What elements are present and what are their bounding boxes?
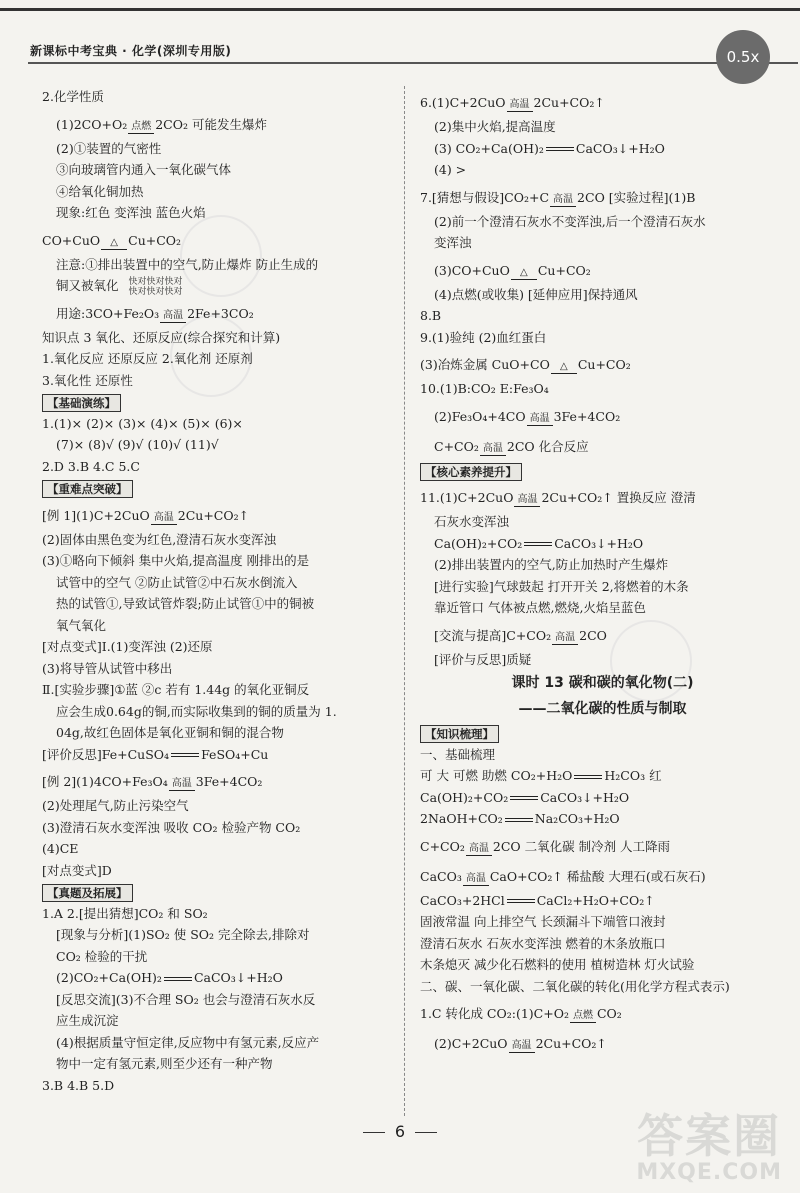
reaction-arrow (169, 790, 195, 792)
right-column (420, 86, 785, 1057)
text-line (420, 327, 785, 349)
text-line (42, 434, 392, 456)
text-run: 3.氧化性 还原性 (42, 372, 133, 388)
text-run: 2Cu+CO₂↑ (533, 95, 605, 110)
text-run: 2.化学性质 (42, 89, 104, 104)
text-run: 注意:①排出装置中的空气,防止爆炸 防止生成的 (56, 256, 319, 272)
reaction-arrow (463, 885, 489, 887)
left-column (42, 86, 392, 1096)
text-run: CaCO₃↓+H₂O (554, 535, 644, 551)
reaction-condition (509, 1041, 535, 1054)
condition-text: 高温 (555, 631, 576, 643)
section-heading (42, 881, 392, 903)
text-line (420, 378, 785, 400)
text-run: 2CO 二氧化碳 制冷剂 人工降雨 (492, 838, 671, 854)
note-line: 快对快对快对 (128, 276, 183, 287)
text-run: (2)固体由黑色变为红色,澄清石灰水变浑浊 (42, 531, 277, 547)
text-line (42, 1053, 392, 1075)
text-run: 2CO₂ 可能发生爆炸 (155, 116, 267, 132)
equals-sign (171, 753, 199, 757)
text-run: 木条熄灭 减少化石燃料的使用 植树造林 灯火试验 (420, 957, 695, 972)
text-line (42, 413, 392, 435)
reaction-condition (550, 195, 576, 208)
text-run: (3)①略向下倾斜 集中火焰,提高温度 刚排出的是 (42, 553, 310, 568)
reaction-arrow (511, 279, 537, 281)
text-run: [例 1](1)C+2CuO (42, 507, 150, 523)
page-header: 新课标中考宝典 · 化学(深圳专用版) (30, 44, 232, 58)
reaction-condition (463, 874, 489, 887)
text-line (420, 576, 785, 598)
text-run: 试管中的空气 ②防止试管②中石灰水倒流入 (56, 574, 298, 590)
text-line (42, 202, 392, 224)
text-run: Na₂CO₃+H₂O (534, 811, 620, 826)
equals-sign (164, 977, 192, 981)
text-line (42, 989, 392, 1011)
condition-text: 高温 (529, 412, 550, 424)
text-line (420, 744, 785, 766)
text-run: 石灰水变浑浊 (434, 514, 510, 529)
reaction-arrow (101, 249, 127, 251)
text-run: 固液常温 向上排空气 长颈漏斗下端管口液封 (420, 914, 666, 929)
text-line (420, 181, 785, 211)
text-run: 澄清石灰水 石灰水变浑浊 燃着的木条放瓶口 (420, 935, 666, 951)
section-heading (42, 477, 392, 499)
text-line (42, 701, 392, 723)
text-line (42, 550, 392, 572)
text-line (42, 499, 392, 529)
text-line (42, 138, 392, 160)
text-line (420, 619, 785, 649)
section-heading (420, 460, 785, 482)
section-label: 【真题及拓展】 (42, 884, 133, 902)
text-run: H₂CO₃ 红 (604, 768, 662, 783)
footer-dash (363, 1132, 385, 1133)
text-run: (1)2CO+O₂ (56, 116, 128, 132)
text-run: 物中一定有氢元素,则至少还有一种产物 (56, 1056, 273, 1071)
reaction-arrow (514, 506, 540, 508)
text-run: 9.(1)验纯 (2)血红蛋白 (420, 329, 547, 345)
text-run: 变浑浊 (434, 235, 472, 250)
text-run: Ca(OH)₂+CO₂ (434, 535, 523, 551)
column-divider (404, 86, 405, 1116)
text-line (42, 86, 392, 108)
text-line (420, 305, 785, 327)
section-label: 【核心素养提升】 (420, 463, 522, 481)
text-run: (2)CO₂+Ca(OH)₂ (56, 970, 162, 985)
text-run: 2CO [实验过程](1)B (577, 189, 696, 205)
text-run: Cu+CO₂ (537, 262, 591, 278)
text-line (420, 554, 785, 576)
reaction-arrow (480, 455, 506, 457)
condition-text: 高温 (468, 842, 489, 854)
text-run: 靠近管口 气体被点燃,燃烧,火焰呈蓝色 (434, 600, 646, 615)
text-run: (2)Fe₃O₄+4CO (434, 408, 526, 424)
condition-text: 高温 (553, 193, 574, 205)
text-run: (4)CE (42, 841, 79, 856)
condition-text: △ (520, 266, 528, 278)
reaction-condition (514, 495, 540, 508)
text-line (420, 954, 785, 976)
reaction-arrow (151, 524, 177, 526)
text-line (420, 348, 785, 378)
text-run: [交流与提高]C+CO₂ (434, 627, 552, 643)
text-run: [评价与反思]质疑 (434, 651, 532, 667)
reaction-condition (570, 1011, 596, 1024)
text-run: (3)CO+CuO (434, 262, 510, 278)
condition-text: 点燃 (131, 120, 152, 132)
text-run: (3) CO₂+Ca(OH)₂ (434, 140, 544, 156)
text-line (420, 997, 785, 1027)
text-line (42, 181, 392, 203)
text-run: (4)根据质量守恒定律,反应物中有氢元素,反应产 (56, 1034, 320, 1050)
reaction-arrow (466, 855, 492, 857)
text-run: (3)澄清石灰水变浑浊 吸收 CO₂ 检验产物 CO₂ (42, 819, 301, 835)
text-line (420, 138, 785, 160)
text-run: (2)排出装置内的空气,防止加热时产生爆炸 (434, 557, 669, 572)
text-line (420, 511, 785, 533)
reaction-arrow (509, 1052, 535, 1054)
reaction-condition (551, 362, 577, 375)
text-run: 10.(1)B:CO₂ E:Fe₃O₄ (420, 381, 549, 396)
text-line (42, 765, 392, 795)
text-run: (3)冶炼金属 CuO+CO (420, 357, 550, 372)
text-line (420, 533, 785, 555)
watermark (636, 1100, 782, 1185)
equals-sign (524, 542, 552, 546)
text-line (42, 159, 392, 181)
condition-text: 高温 (153, 511, 174, 523)
text-run: [进行实验]气球鼓起 打开开关 2,将燃着的木条 (434, 578, 689, 594)
text-line (420, 976, 785, 998)
equals-sign (574, 775, 602, 779)
text-run: 3Fe+4CO₂ (195, 774, 263, 789)
text-line (420, 211, 785, 233)
text-line (42, 456, 392, 478)
reaction-condition (160, 311, 186, 324)
text-run: Cu+CO₂ (128, 232, 182, 248)
text-run: 2Cu+CO₂↑ 置换反应 澄清 (541, 490, 696, 505)
text-run: (2)前一个澄清石灰水不变浑浊,后一个澄清石灰水 (434, 213, 706, 229)
text-line (420, 430, 785, 460)
reaction-arrow (570, 1022, 596, 1024)
text-run: ③向玻璃管内通入一氧化碳气体 (56, 162, 232, 177)
text-line (42, 593, 392, 615)
text-run: CaO+CO₂↑ 稀盐酸 大理石(或石灰石) (489, 868, 706, 884)
text-run: [现象与分析](1)SO₂ 使 SO₂ 完全除去,排除对 (56, 927, 310, 942)
equals-sign (505, 818, 533, 822)
condition-text: 高温 (171, 778, 192, 789)
reaction-arrow (507, 111, 533, 113)
text-line (420, 890, 785, 912)
condition-text: 高温 (465, 872, 486, 884)
text-line (42, 658, 392, 680)
text-run: CaCO₃+2HCl (420, 892, 505, 908)
text-run: 3.B 4.B 5.D (42, 1077, 115, 1093)
text-run: (2)①装置的气密性 (56, 140, 162, 156)
text-line (42, 636, 392, 658)
text-run: 二、碳、一氧化碳、二氧化碳的转化(用化学方程式表示) (420, 978, 730, 994)
text-line (42, 615, 392, 637)
text-run: (2)处理尾气,防止污染空气 (42, 798, 189, 813)
text-line (420, 787, 785, 809)
condition-text: 高温 (511, 1040, 532, 1051)
text-run: FeSO₄+Cu (201, 746, 269, 762)
section-heading (42, 391, 392, 413)
reaction-condition (101, 238, 127, 251)
lesson-title: 课时 13 碳和碳的氧化物(二) (511, 675, 694, 691)
text-run: 可 大 可燃 助燃 CO₂+H₂O (420, 768, 573, 783)
text-run: 用途:3CO+Fe₂O₃ (56, 305, 160, 321)
text-run: 8.B (420, 308, 442, 323)
text-run: CaCO₃ (420, 868, 462, 884)
text-line (420, 254, 785, 284)
text-run: 现象:红色 变浑浊 蓝色火焰 (56, 205, 206, 220)
condition-text: △ (559, 361, 568, 372)
handwritten-note (129, 277, 183, 297)
text-run: CO₂ (596, 1006, 622, 1021)
reaction-condition (466, 844, 492, 857)
reaction-condition (511, 268, 537, 281)
text-line (420, 86, 785, 116)
text-line (42, 679, 392, 701)
text-line (420, 649, 785, 671)
text-line (42, 838, 392, 860)
text-run: Ca(OH)₂+CO₂ (420, 789, 509, 805)
text-line (42, 224, 392, 254)
text-run: 1.氧化反应 还原反应 2.氧化剂 还原剂 (42, 351, 253, 366)
text-line (420, 597, 785, 619)
reaction-condition (527, 414, 553, 427)
text-line (42, 348, 392, 370)
watermark-url: MXQE.COM (636, 1160, 782, 1185)
text-line (420, 284, 785, 306)
condition-text: △ (110, 236, 118, 248)
text-line (42, 572, 392, 594)
equals-sign (507, 899, 535, 903)
text-line (420, 911, 785, 933)
text-run: 2.D 3.B 4.C 5.C (42, 458, 140, 474)
text-run: 一、基础梳理 (420, 746, 496, 762)
reaction-condition (169, 779, 195, 792)
text-run: 2NaOH+CO₂ (420, 811, 503, 826)
text-run: 04g,故红色固体是氧化亚铜和铜的混合物 (56, 725, 284, 740)
reaction-arrow (550, 206, 576, 208)
watermark-logo: 答案圈 (637, 1109, 782, 1163)
section-label: 【重难点突破】 (42, 480, 133, 498)
text-line (420, 232, 785, 254)
text-run: CO+CuO (42, 232, 101, 248)
section-label: 【基础演练】 (42, 394, 121, 412)
text-run: 1.(1)× (2)× (3)× (4)× (5)× (6)× (42, 415, 243, 431)
text-line (42, 903, 392, 925)
reaction-arrow (551, 373, 577, 375)
condition-text: 点燃 (572, 1010, 593, 1021)
page-number: 6 (394, 1122, 406, 1141)
condition-text: 高温 (482, 442, 503, 454)
text-run: Ⅱ.[实验步骤]①蓝 ②c 若有 1.44g 的氧化亚铜反 (42, 682, 310, 697)
text-run: C+CO₂ (420, 838, 465, 854)
text-run: CaCO₃↓+H₂O (575, 140, 665, 156)
reaction-condition (507, 100, 533, 113)
reaction-arrow (128, 133, 154, 135)
text-line (42, 860, 392, 882)
text-run: 热的试管①,导致试管炸裂;防止试管①中的铜被 (56, 596, 315, 611)
text-run: (2)C+2CuO (434, 1036, 508, 1051)
text-run: (2)集中火焰,提高温度 (434, 119, 556, 134)
text-run: [例 2](1)4CO+Fe₃O₄ (42, 774, 168, 789)
text-run: 7.[猜想与假设]CO₂+C (420, 189, 550, 205)
text-run: [对点变式]Ⅰ.(1)变浑浊 (2)还原 (42, 639, 213, 654)
text-run: [反思交流](3)不合理 SO₂ 也会与澄清石灰水反 (56, 991, 316, 1007)
text-run: 氧气氧化 (56, 617, 107, 633)
text-line (420, 481, 785, 511)
header-rule (28, 62, 798, 64)
lesson-title: ——二氧化碳的性质与制取 (518, 701, 687, 717)
equals-sign (546, 147, 574, 151)
text-run: [对点变式]D (42, 862, 112, 878)
text-run: CaCO₃↓+H₂O (193, 970, 283, 985)
top-rule (0, 8, 800, 11)
reaction-arrow (160, 322, 186, 324)
text-run: 知识点 3 氧化、还原反应(综合探究和计算) (42, 329, 281, 345)
text-run: 应生成沉淀 (56, 1013, 119, 1028)
text-run: 2Cu+CO₂↑ (535, 1036, 607, 1051)
text-line (42, 108, 392, 138)
text-run: (4)点燃(或收集) [延伸应用]保持通风 (434, 286, 638, 302)
text-line (420, 116, 785, 138)
section-heading (420, 722, 785, 744)
text-run: Cu+CO₂ (577, 357, 631, 372)
text-line (42, 744, 392, 766)
text-line (42, 795, 392, 817)
reaction-condition (480, 444, 506, 457)
text-run: C+CO₂ (434, 438, 479, 454)
text-run: 1.A 2.[提出猜想]CO₂ 和 SO₂ (42, 905, 208, 921)
text-line (420, 830, 785, 860)
section-label: 【知识梳理】 (420, 725, 499, 743)
text-run: (3)将导管从试管中移出 (42, 660, 173, 676)
text-line (42, 817, 392, 839)
text-run: 11.(1)C+2CuO (420, 490, 514, 505)
footer-dash (415, 1132, 437, 1133)
text-line (420, 860, 785, 890)
text-line (42, 297, 392, 327)
equals-sign (510, 796, 538, 800)
text-run: ④给氧化铜加热 (56, 183, 144, 199)
text-run: 6.(1)C+2CuO (420, 95, 506, 110)
text-run: (7)× (8)√ (9)√ (10)√ (11)√ (56, 437, 219, 452)
text-run: CaCO₃↓+H₂O (540, 789, 630, 805)
text-line (42, 946, 392, 968)
text-run: 铜又被氧化 (56, 278, 119, 293)
text-line (42, 967, 392, 989)
text-line (420, 765, 785, 787)
text-line (42, 1010, 392, 1032)
text-line (42, 1032, 392, 1054)
condition-text: 高温 (163, 309, 184, 321)
text-run: CO₂ 检验的干扰 (56, 948, 148, 964)
reaction-arrow (552, 644, 578, 646)
reaction-arrow (527, 425, 553, 427)
text-line (42, 924, 392, 946)
text-line (42, 722, 392, 744)
text-line (420, 933, 785, 955)
text-line (42, 370, 392, 392)
reaction-condition (128, 122, 154, 135)
text-run: 1.C 转化成 CO₂:(1)C+O₂ (420, 1006, 569, 1021)
text-line (420, 159, 785, 181)
text-run: 2CO (579, 627, 607, 643)
note-line: 快对快对快对 (128, 286, 183, 297)
text-run: 2CO 化合反应 (506, 438, 589, 454)
condition-text: 高温 (517, 494, 538, 505)
text-run: 2Fe+3CO₂ (187, 305, 254, 321)
text-line (420, 400, 785, 430)
text-line (420, 1027, 785, 1057)
text-run: (4) > (434, 162, 467, 177)
text-run: 3Fe+4CO₂ (553, 408, 621, 424)
text-run: 应会生成0.64g的铜,而实际收集到的铜的质量为 1. (56, 703, 337, 719)
text-line (42, 529, 392, 551)
text-line (42, 254, 392, 276)
reaction-condition (552, 633, 578, 646)
text-line (42, 275, 392, 297)
text-line (42, 327, 392, 349)
text-run: 2Cu+CO₂↑ (177, 507, 250, 523)
zoom-badge[interactable]: 0.5x (716, 30, 770, 84)
text-run: [评价反思]Fe+CuSO₄ (42, 746, 170, 762)
text-line (42, 1075, 392, 1097)
text-run: CaCl₂+H₂O+CO₂↑ (536, 892, 655, 908)
text-line (420, 808, 785, 830)
condition-text: 高温 (509, 99, 530, 110)
reaction-condition (151, 513, 177, 526)
